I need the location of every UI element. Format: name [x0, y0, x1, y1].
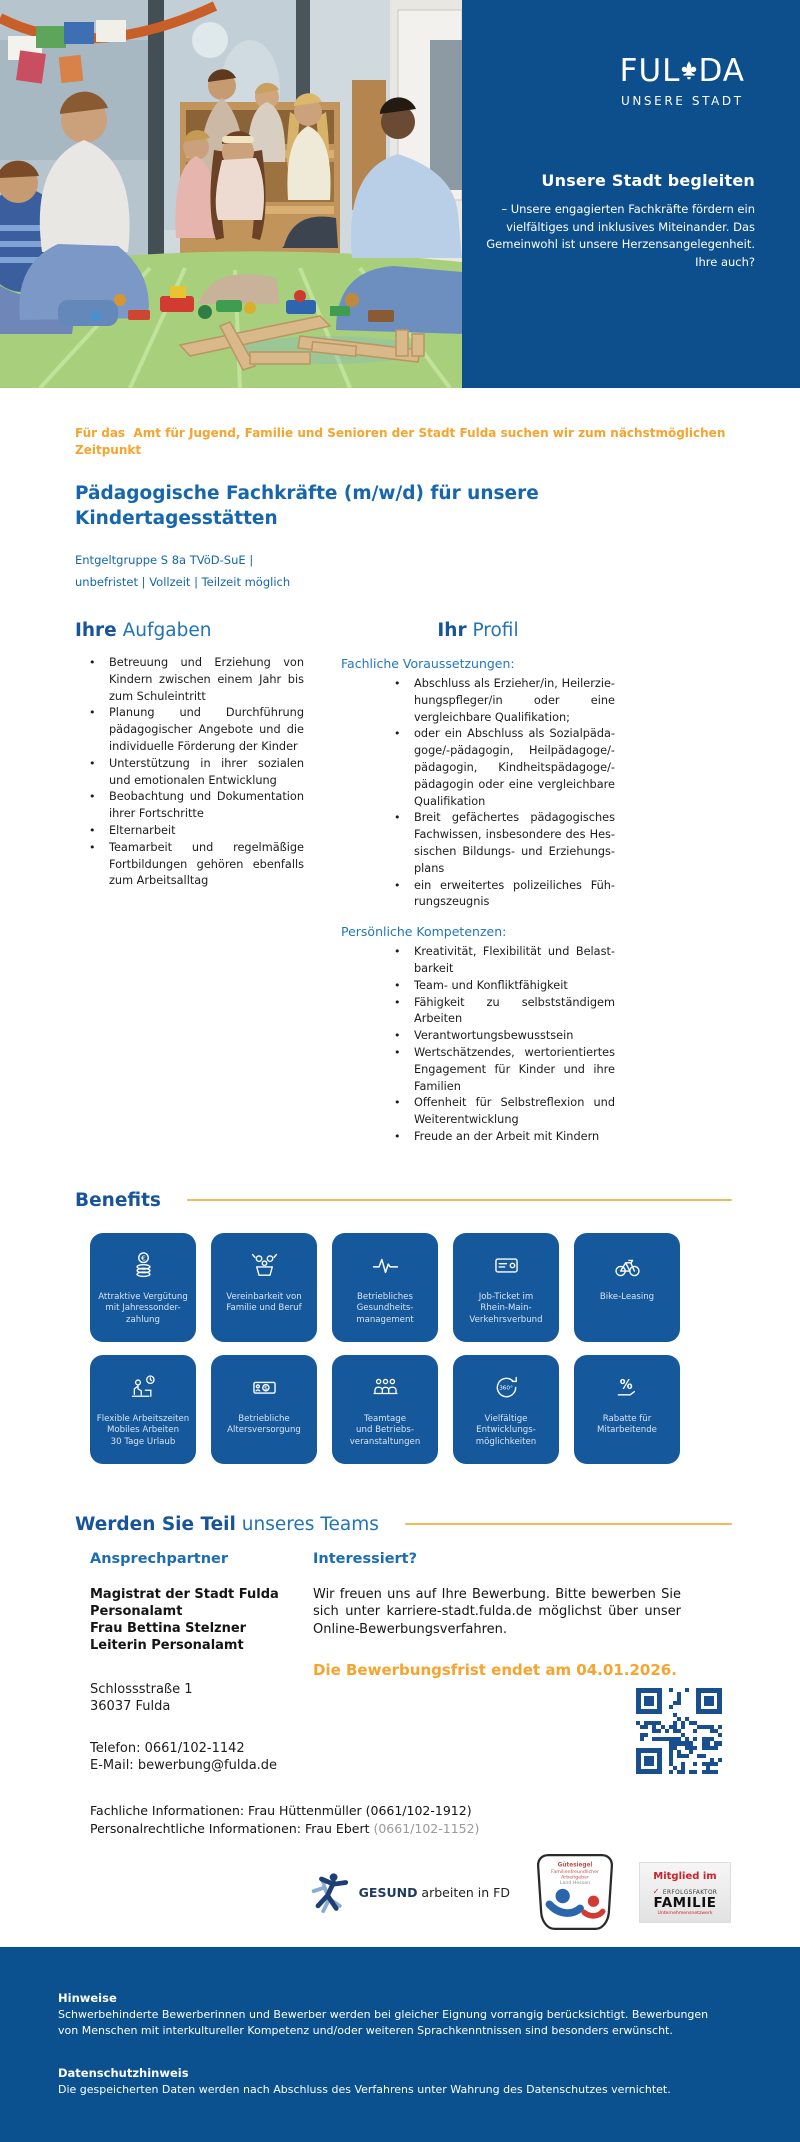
- tasks-section: [75, 619, 304, 1146]
- gesund-arbeiten-logo: [305, 1864, 510, 1920]
- phone-line: Telefon: 0661/102-1142: [90, 1740, 245, 1756]
- svg-text:Gütesiegel: Gütesiegel: [557, 1862, 593, 1869]
- apply-column: [313, 1551, 742, 1775]
- team-heading-row: [75, 1514, 732, 1535]
- address-line: Schlossstraße 1: [90, 1681, 193, 1697]
- benefits-heading-row: [75, 1190, 732, 1211]
- address-block: [90, 1681, 313, 1715]
- svg-text:€: €: [140, 1253, 146, 1263]
- benefit-tile-label: Vielfältige Entwicklungs- möglichkeiten: [475, 1413, 537, 1447]
- phone-email-block: [90, 1740, 313, 1774]
- guetesiegel-badge-logo: [534, 1853, 616, 1931]
- heartbeat-icon: [369, 1245, 402, 1287]
- contact-column: [90, 1551, 313, 1775]
- team-divider-line: [405, 1523, 732, 1525]
- benefit-tile-label: Rabatte für Mitarbeitende: [597, 1413, 657, 1436]
- benefit-tile-label: Betriebliche Altersversorgung: [227, 1413, 301, 1436]
- tasks-list: [75, 655, 304, 890]
- team-columns: [90, 1551, 742, 1775]
- bullet-item: • Team- und Konfliktfähigkeit: [389, 978, 615, 995]
- claim-block: [480, 171, 755, 271]
- benefit-tile-label: Vereinbarkeit von Familie und Beruf: [226, 1291, 302, 1314]
- employment-conditions: [75, 549, 800, 593]
- erfolgsfaktor-familie-logo: [640, 1863, 730, 1922]
- bullet-item: • Abschluss als Erzieher/in, Heilerziehungspfleger/in oder eine vergleichbare Qualifikation;: [389, 676, 615, 726]
- bullet-item: • Betreuung und Erziehung von Kindern zwischen einem Jahr bis zum Schuleintritt: [84, 655, 304, 705]
- tasks-heading: Ihre Aufgaben: [75, 620, 212, 641]
- benefits-grid: [90, 1233, 800, 1464]
- notes-heading: Hinweise: [58, 1991, 117, 2006]
- coins-icon: [127, 1245, 160, 1287]
- bullet-item: • Breit gefächertes pädagogisches Fachwissen, insbesondere des Hessischen Bildungs- und Erziehungsplans: [389, 810, 615, 877]
- bullet-item: • oder ein Abschluss als Sozialpädagoge/-pädagogin, Heilpädagoge/-pädagogin, Kindheitspädagoge/-pädagogin oder eine vergleichbare Qualifikation: [389, 726, 615, 810]
- bullet-item: • Planung und Durchführung pädagogischer Angebote und die individuelle Förderung der Kinder: [84, 705, 304, 755]
- benefit-tile-family-work-balance: [211, 1233, 317, 1342]
- notes-text: Schwerbehinderte Bewerberinnen und Bewerber werden bei gleicher Eignung vorrangig berücksichtigt. Bewerbungen von Menschen mit interkultureller Kompetenz und/oder weiteren Sprachkenntnissen sind besonders erwünscht.: [58, 2008, 709, 2037]
- benefit-tile-label: Attraktive Vergütung mit Jahressonder- zahlung: [98, 1291, 188, 1325]
- qr-code: [636, 1688, 722, 1774]
- bullet-item: • Beobachtung und Dokumentation ihrer Fortschritte: [84, 789, 304, 823]
- qr-finder-bottom-left: [636, 1748, 662, 1774]
- benefit-tile-development: [453, 1355, 559, 1464]
- bullet-item: • Unterstützung in ihrer sozialen und emotionalen Entwicklung: [84, 756, 304, 790]
- bullet-item: • Elternarbeit: [84, 823, 304, 840]
- bullet-item: • Kreativität, Flexibilität und Belastbarkeit: [389, 944, 615, 978]
- fleur-de-lis-icon: [679, 57, 699, 84]
- bullet-item: • Offenheit für Selbstreflexion und Weiterentwicklung: [389, 1095, 615, 1129]
- competencies-list: [341, 944, 615, 1146]
- profile-subheading-competencies: Persönliche Kompetenzen:: [341, 924, 507, 940]
- benefit-tile-employee-discounts: [574, 1355, 680, 1464]
- application-instructions: Wir freuen uns auf Ihre Bewerbung. Bitte bewerben Sie sich unter karriere-stadt.fulda.de möglichst über unser Online-Bewerbungsverfahren.: [313, 1586, 681, 1637]
- contact-heading: Ansprechpartner: [90, 1550, 229, 1567]
- contact-line: Magistrat der Stadt Fulda: [90, 1586, 279, 1602]
- footer: [0, 1947, 800, 2142]
- svg-text:Familienfreundlicher: Familienfreundlicher: [551, 1870, 599, 1876]
- qr-finder-top-left: [636, 1688, 662, 1714]
- privacy-heading: Datenschutzhinweis: [58, 2066, 189, 2081]
- privacy-text: Die gespeicherten Daten werden nach Abschluss des Verfahrens unter Wahrung des Datenschutzes vernichtet.: [58, 2083, 671, 2097]
- benefit-tile-label: Bike-Leasing: [599, 1291, 655, 1302]
- contact-line: Personalamt: [90, 1603, 183, 1619]
- profile-section: [341, 619, 615, 1146]
- familie-line: FAMILIE: [653, 1894, 717, 1911]
- intro-eyebrow: Für das Amt für Jugend, Familie und Senioren der Stadt Fulda suchen wir zum nächstmöglichen Zeitpunkt: [75, 426, 726, 457]
- benefit-tile-health-management: [332, 1233, 438, 1342]
- benefit-tile-attractive-pay: [90, 1233, 196, 1342]
- bullet-item: • Freude an der Arbeit mit Kindern: [389, 1129, 615, 1146]
- subject-info-line: Fachliche Informationen: Frau Hüttenmüller (0661/102-1912): [90, 1803, 472, 1819]
- bullet-item: • Fähigkeit zu selbstständigem Arbeiten: [389, 995, 615, 1029]
- fulda-logo: [619, 53, 745, 108]
- gesund-star-icon: [305, 1864, 357, 1920]
- benefit-tile-label: Teamtage und Betriebs- veranstaltungen: [349, 1413, 421, 1447]
- main-content: [0, 425, 800, 1931]
- team-heading: Werden Sie Teil unseres Teams: [75, 1513, 379, 1535]
- benefit-tile-job-ticket: [453, 1233, 559, 1342]
- development-icon: [490, 1367, 523, 1409]
- qualifications-list: [341, 676, 615, 911]
- svg-text:360°: 360°: [498, 1385, 513, 1392]
- netzwerk-line: Unternehmensnetzwerk: [657, 1910, 713, 1916]
- claim-title: Unsere Stadt begleiten: [541, 171, 755, 190]
- tasks-profile-columns: [75, 619, 740, 1146]
- privacy-block: [58, 2066, 730, 2098]
- header: [0, 0, 800, 388]
- discount-icon: [611, 1367, 644, 1409]
- kindergarten-photo: [0, 0, 462, 388]
- header-brand-panel: [462, 0, 800, 388]
- logo-text-left: FUL: [619, 53, 681, 89]
- benefit-tile-team-days: [332, 1355, 438, 1464]
- guetesiegel-badge-icon: [534, 1853, 616, 1931]
- conditions-line-1: Entgeltgruppe S 8a TVöD-SuE |: [75, 553, 254, 567]
- mitglied-line: Mitglied im: [653, 1870, 717, 1882]
- hr-info-phone: (0661/102-1152): [373, 1820, 480, 1836]
- address-line: 36037 Fulda: [90, 1698, 171, 1714]
- team-icon: [369, 1367, 402, 1409]
- contact-line: Leiterin Personalamt: [90, 1637, 244, 1653]
- fulda-logo-wordmark: [619, 53, 745, 89]
- family-icon: [248, 1245, 281, 1287]
- ticket-icon: [490, 1245, 523, 1287]
- benefit-tile-label: Job-Ticket im Rhein-Main- Verkehrsverbund: [469, 1291, 543, 1325]
- email-line: E-Mail: bewerbung@fulda.de: [90, 1757, 278, 1773]
- further-information: [90, 1802, 740, 1837]
- job-title: Pädagogische Fachkräfte (m/w/d) für unsere Kindertagesstätten: [75, 483, 539, 529]
- interested-heading: Interessiert?: [313, 1550, 418, 1567]
- pension-icon: [248, 1367, 281, 1409]
- logo-text-right: DA: [698, 53, 745, 89]
- contact-line: Frau Bettina Stelzner: [90, 1620, 247, 1636]
- benefit-tile-label: Betriebliches Gesundheits- management: [356, 1291, 414, 1325]
- benefits-heading: Benefits: [75, 1189, 161, 1211]
- contact-block: [90, 1586, 313, 1654]
- benefit-tile-bike-leasing: [574, 1233, 680, 1342]
- bullet-item: • Wertschätzendes, wertorientiertes Engagement für Kinder und ihre Familien: [389, 1045, 615, 1095]
- hr-info-line: Personalrechtliche Informationen: Frau Ebert (0661/102-1152): [90, 1820, 480, 1836]
- benefit-tile-label: Flexible Arbeitszeiten Mobiles Arbeiten 30 Tage Urlaub: [96, 1413, 190, 1447]
- bullet-item: • Verantwortungsbewusstsein: [389, 1028, 615, 1045]
- logo-subtitle: UNSERE STADT: [620, 94, 744, 108]
- check-icon: ✓: [652, 1886, 663, 1896]
- claim-text: – Unsere engagierten Fachkräfte fördern ein vielfältiges und inklusives Miteinander. Das Gemeinwohl ist unsere Herzensangelegenheit. Ihre auch?: [486, 202, 755, 269]
- svg-text:Arbeitgeber: Arbeitgeber: [561, 1875, 589, 1881]
- application-deadline: Die Bewerbungsfrist endet am 04.01.2026.: [313, 1661, 677, 1680]
- qr-finder-top-right: [696, 1688, 722, 1714]
- svg-text:Land Hessen: Land Hessen: [559, 1881, 591, 1887]
- svg-text:%: %: [619, 1378, 633, 1394]
- kindergarten-photo-illustration: [0, 0, 462, 388]
- bullet-item: • ein erweitertes polizeiliches Führungszeugnis: [389, 878, 615, 912]
- profile-subheading-qualifications: Fachliche Voraussetzungen:: [341, 656, 515, 671]
- profile-heading: Ihr Profil: [437, 620, 519, 641]
- conditions-line-2: unbefristet | Vollzeit | Teilzeit möglich: [75, 575, 291, 589]
- benefit-tile-company-pension: [211, 1355, 317, 1464]
- gesund-logo-text: GESUND arbeiten in FD: [358, 1884, 510, 1900]
- svg-text:$: $: [263, 1384, 268, 1393]
- benefit-tile-flexible-work: [90, 1355, 196, 1464]
- bike-icon: [611, 1245, 644, 1287]
- bullet-item: • Teamarbeit und regelmäßige Fortbildungen gehören ebenfalls zum Arbeitsalltag: [84, 840, 304, 890]
- benefits-divider-line: [187, 1199, 732, 1201]
- flexwork-icon: [127, 1367, 160, 1409]
- erfolgsfaktor-line: ✓ ERFOLGSFAKTOR: [652, 1886, 718, 1896]
- certification-logos-row: [0, 1853, 730, 1931]
